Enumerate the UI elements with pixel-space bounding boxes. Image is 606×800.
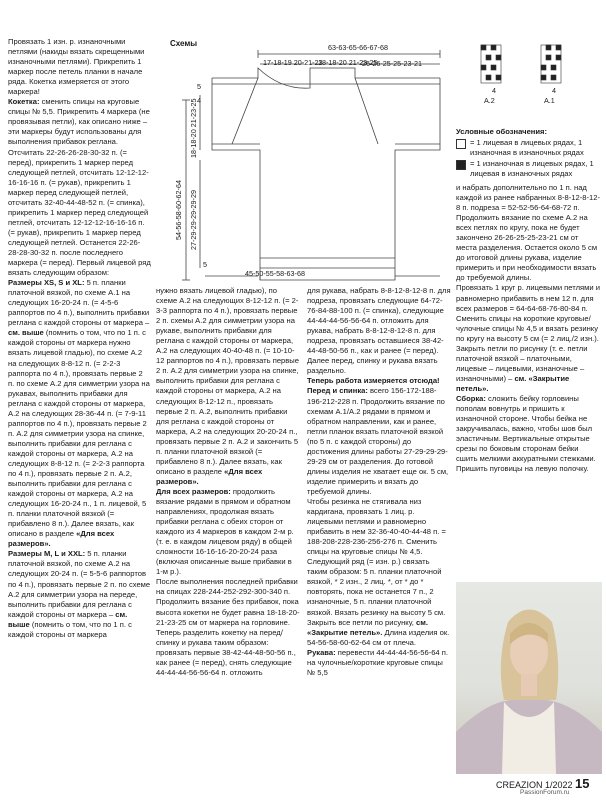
dim-neck-width: 17-18-19 20-21-23 xyxy=(263,58,323,67)
paragraph: и набрать дополнительно по 1 п. над каждой из ранее набранных 8-8-12-8-12-8 п. подреза = 52-52-56-64-68-72 п. Продолжить вязание по схеме А.2 на всех петлях по кругу, пока не будет закончено 26-26-25-25-23-21 см от места разделения. Остается около 5 см до итоговой длины рукава, изделие примерить и при необходимости вязать до требуемой длины. xyxy=(456,183,600,283)
paragraph: Провязать 1 круг р. лицевыми петлями и равномерно прибавить в нем 12 п. для всех размеров = 64-64-68-76-80-84 п. Сменить спицы на короткие круговые/чулочные спицы № 4,5 и вязать резинку по кругу на высоту 5 см (= 2 лиц./2 изн.). Закрыть петли по рисунку (т. е. петли платочной вязкой – платочными, лицевые – лицевыми, изнаночные – изнаночными) – см. «Закрытие петель». xyxy=(456,283,600,393)
cross-reference-link[interactable]: см. «Закрытие петель». xyxy=(307,617,428,637)
paragraph: Отсчитать 22-26-26-28-30-32 п. (= перед), прикрепить 1 маркер перед следующей петлей, отсчитать 12-12-12-16-16-16 п. (= рукав), прикрепить 1 маркер перед следующей петлей, отсчитать 32-40-44-48-52 п. (= спинка), прикрепить 1 маркер перед следующей петлей, отсчитать 12-12-12-16-16-16 п. (= рукав), прикрепить 1 маркер перед следующей петлей. Останется 22-26-28-28-30-32 п. после последнего маркера (= перед). Первый лицевой ряд вязать следующим образом: xyxy=(8,147,151,278)
paragraph: Рукава: перевести 44-44-44-56-56-64 п. на чулочные/короткие круговые спицы № 5,5 xyxy=(307,647,448,677)
paragraph: Размеры M, L и XXL: 5 п. планки платочной вязкой, по схеме А.2 на следующих 20-24 п. (= 5-5-6 раппортов по 4 п.), провязать первые 2 п. по схеме А.2 для симметрии узора на переде, выполнить прибавки для реглана с каждой стороны от маркера – см. выше (помнить о том, что по 1 п. с каждой стороны от маркера xyxy=(8,549,151,639)
chart-a2-label: А.2 xyxy=(484,96,495,105)
paragraph: нужно вязать лицевой гладью), по схеме А.2 на следующих 8-12-12 п. (= 2-3-3 раппорта по 4 п.), провязать первые 2 п. схемы А.2 для симметрии узора на рукаве, выполнить прибавки для реглана с каждой стороны от маркера, А.2 на следующих 40-40-48 п. (= 10-10-12 раппортов по 4 п.), провязать первые 2 п. А.2 для симметрии узора на спинке, выполнить прибавки для реглана с каждой стороны от маркера, А.2 на следующих 8-12-12 п., провязать первые 2 п. А.2, выполнить прибавки для реглана с каждой стороны от маркера, А.2 на следующих 20-20-24 п., провязать первые 2 п. А.2 и закончить 5 п. планки платочной вязкой (= прибавлено 8 п.). Далее вязать, как описано в разделе «Для всех размеров». xyxy=(156,286,299,486)
paragraph: Чтобы резинка не стягивала низ кардигана, провязать 1 лиц. р. лицевыми петлями и равномерно прибавить в нем 32-36-40-40-44-48 п. = 188-208-228-236-256-276 п. Сменить спицы на круговые спицы № 4,5. Следующий ряд (= изн. р.) связать таким образом: 5 п. планки платочной вязкой, * 2 изн., 2 лиц. *, от * до * повторять, пока не останется 7 п., 2 изнаночные, 5 п. планки платочной вязкой. Вязать резинку на высоту 5 см. Закрыть все петли по рисунку, см. «Закрытие петель». Длина изделия ок. 54-56-58-60-62-64 см от плеча. xyxy=(307,496,450,647)
dim-shoulder: 26-26-25-25-23-21 xyxy=(362,59,422,68)
knitting-chart-a2 xyxy=(480,44,502,84)
dim-rib-bottom: 5 xyxy=(203,260,207,269)
paragraph: Теперь разделить кокетку на перед/спинку и рукава таким образом: провязать первые 38-42-44-48-50-56 п., как ранее (= перед), снять следующие 44-44-44-56-56-64 п. отложить xyxy=(156,627,296,677)
paragraph: Продолжить вязание без прибавок, пока высота кокетки не будет равна 18-18-20-21-23-25 см от маркера на горловине. xyxy=(156,597,300,627)
magazine-title: CREAZION 1/2022 xyxy=(496,780,573,790)
paragraph: для рукава, набрать 8-8-12-8-12-8 п. для подреза, провязать следующие 64-72-76-84-88-100 п. (= спинка), следующие 44-44-44-56-56-64 п. отложить для рукава, набрать 8-8-12-8-12-8 п. для подреза, провязать оставшиеся 38-42-44-48-50-56 п., как и ранее (= перед). Далее перед, спинку и рукава вязать раздельно. xyxy=(307,286,451,376)
cross-reference-link[interactable]: см. «Закрытие петель». xyxy=(456,373,570,393)
chart-a2-repeat: 4 xyxy=(492,86,496,95)
chart-legend xyxy=(456,127,601,179)
dim-body-height: 27-29-29-29-29-29 xyxy=(189,190,198,250)
model-photo xyxy=(456,582,602,774)
legend-item: = 1 изнаночная в лицевых рядах, 1 лицевая в изнаночных рядах xyxy=(456,159,601,179)
cross-reference-link[interactable]: см. выше xyxy=(8,328,44,338)
knit-symbol-icon xyxy=(456,139,466,149)
paragraph: Кокетка: сменить спицы на круговые спицы № 5,5. Прикрепить 4 маркера (не провязывая петли), как описано ниже – эти маркеры будут использованы для выполнения прибавок реглана. xyxy=(8,97,150,147)
knitting-chart-a1 xyxy=(540,44,562,84)
paragraph: Для всех размеров: продолжить вязание рядами в прямом и обратном направлениях, продолжая вязать прибавки реглана с обеих сторон от каждого из 4 маркеров в каждом 2-м р. (т. е. в каждом лицевом ряду) в общей сложности 16-16-16-20-20-24 раза (включая описанные выше прибавки в 1-м р.). xyxy=(156,486,294,577)
dim-rib-top: 5 xyxy=(197,82,201,91)
model-illustration xyxy=(456,582,602,774)
dim-bottom-width: 45-50-55-58-63-68 xyxy=(245,269,305,278)
cross-reference-link[interactable]: «Для всех размеров». xyxy=(8,529,115,549)
dim-neck-width-b: 18-18-20 21-23-25 xyxy=(318,58,378,67)
purl-symbol-icon xyxy=(456,160,466,170)
paragraph: Теперь работа измеряется отсюда! xyxy=(307,376,440,386)
cross-reference-link[interactable]: «Для всех размеров». xyxy=(156,466,263,486)
dim-top-width: 63-63-65-66-67-68 xyxy=(328,43,388,52)
page-number: 15 xyxy=(575,776,590,791)
text-column-4 xyxy=(456,183,600,474)
schemes-title: Схемы xyxy=(170,39,198,48)
paragraph: Перед и спинка: всего 156-172-188-196-212-228 п. Продолжить вязание по схемам А.1/А.2 рядами в прямом и обратном направлении, как и ранее, петли планок вязать платочной вязкой (по 5 п. с каждой стороны) до достижения длины работы 27-29-29-29-29-29 см от разделения. До готовой длины изделия не хватает еще ок. 5 см, изделие примерить и вязать до требуемой длины. xyxy=(307,386,449,496)
watermark: PassionForum.ru xyxy=(520,789,570,796)
legend-item: = 1 лицевая в лицевых рядах, 1 изнаночная в изнаночных рядах xyxy=(456,138,601,158)
dim-yoke-height: 18-18-20 21-23-25 xyxy=(189,98,198,158)
paragraph: Размеры XS, S и XL: 5 п. планки платочной вязкой, по схеме А.1 на следующих 16-20-24 п. (= 4-5-6 раппортов по 4 п.), выполнить прибавки реглана с каждой стороны от маркера – см. выше (помнить о том, что по 1 п. с каждой стороны от маркера нужно вязать лицевой гладью), по схеме А.2 на следующих 8-8-12 п. (= 2-2-3 раппорта по 4 п.), провязать первые 2 п. по схеме А.2 для симметрии узора на рукавах, выполнить прибавки для реглана с каждой стороны от маркера, А.2 на следующих 28-36-44 п. (= 7-9-11 раппортов по 4 п.), провязать первые 2 п. А.2 для симметрии узора на спинке, выполнить прибавки для реглана с каждой стороны от маркера, А.2 на следующих 8-8-12 п. (= 2-2-3 раппорта по 4 п.), провязать первые 2 п. А.2, выполнить прибавки для реглана с каждой стороны от маркера, А.2 на следующих 16-20-24 п., 1 п. лицевой, 5 п. планки платочной вязкой (= прибавлено 8 п.). Далее вязать, как описано в разделе «Для всех размеров». xyxy=(8,278,150,549)
paragraph: Провязать 1 изн. р. изнаночными петлями (накиды вязать скрещенными изнаночными петлями). Прикрепить 1 маркер после петель планки в начале ряда. Кокетка измеряется от этого маркера! xyxy=(8,37,145,97)
dim-total-height: 54-56-58-60-62-64 xyxy=(174,180,183,240)
chart-a1-label: А.1 xyxy=(544,96,555,105)
text-column-2 xyxy=(156,286,300,678)
paragraph: Сборка: сложить бейку горловины пополам вовнутрь и пришить к изнаночной стороне. Чтобы бейка не закручивалась, важно, чтобы шов был эластичным. Вертикальные открытые срезы по боковым сторонам бейки сшить мелкими аккуратными стежками. Пришить пуговицы на левую полочку. xyxy=(456,393,596,474)
paragraph: После выполнения последней прибавки на спицах 228-244-252-292-300-340 п. xyxy=(156,577,298,597)
text-column-1 xyxy=(8,37,151,640)
chart-a1-repeat: 4 xyxy=(552,86,556,95)
dim-yoke-top: 4 xyxy=(197,96,201,105)
cross-reference-link[interactable]: см. выше xyxy=(8,609,128,629)
text-column-3 xyxy=(307,286,451,678)
legend-title: Условные обозначения: xyxy=(456,127,548,136)
